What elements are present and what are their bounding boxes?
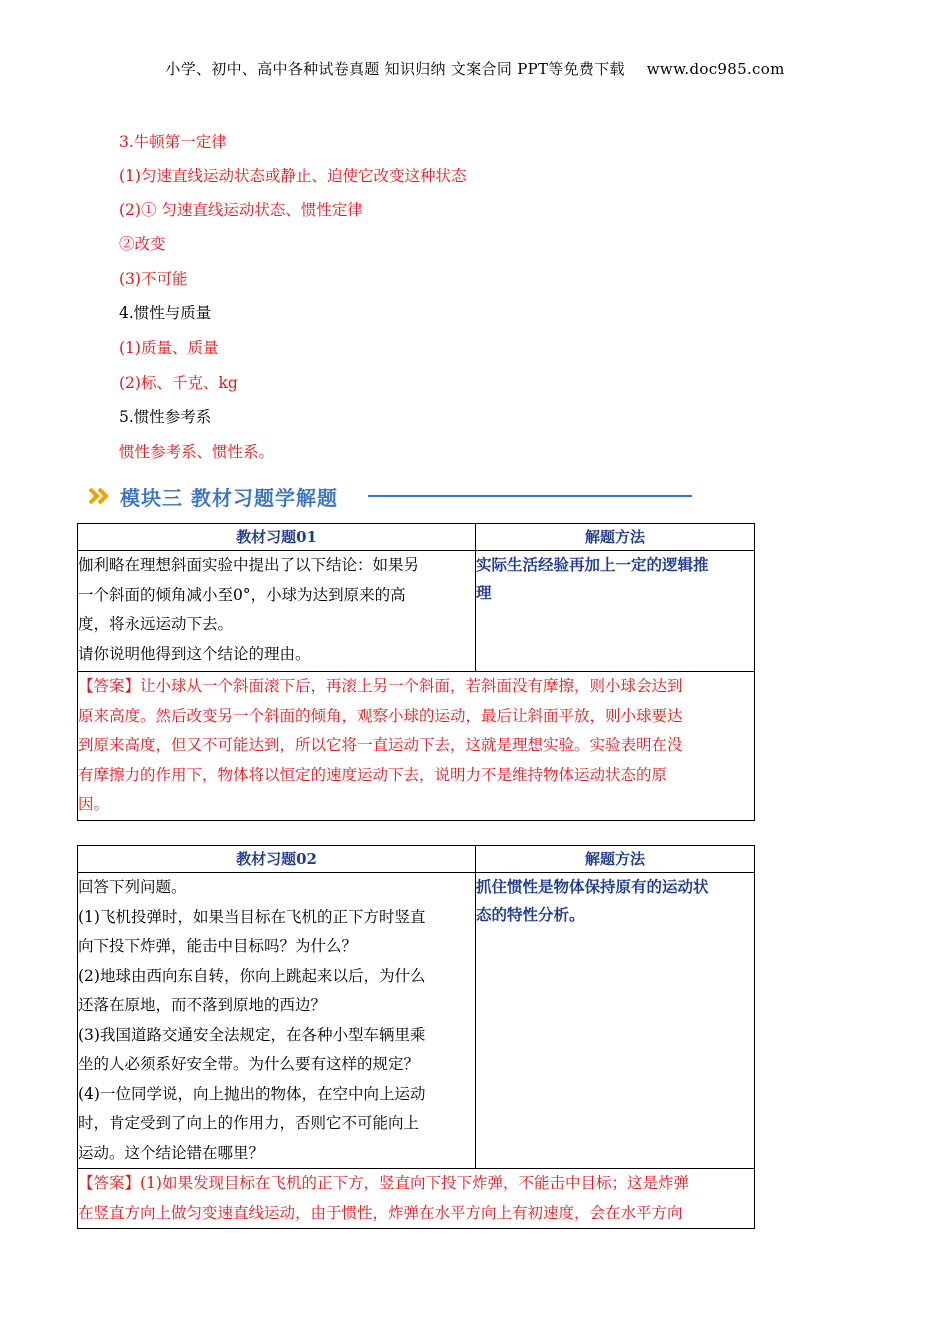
question-line: 一个斜面的倾角减小至0°，小球为达到原来的高: [78, 585, 406, 604]
method-title: 解题方法: [476, 524, 755, 551]
answer-tag: 【答案】: [78, 677, 141, 695]
answer-line: 让小球从一个斜面滚下后，再滚上另一个斜面，若斜面没有摩擦，则小球会达到: [140, 677, 683, 695]
question-line: 请你说明他得到这个结论的理由。: [78, 644, 311, 663]
method-line: 抓住惯性是物体保持原有的运动状: [476, 877, 709, 896]
exercise-title: 教材习题01: [78, 524, 476, 551]
note-line: ②改变: [119, 235, 166, 253]
answer-tag: 【答案】: [78, 1174, 141, 1192]
double-chevron-icon: [88, 485, 116, 507]
note-line: (3)不可能: [119, 270, 188, 288]
exercise-title: 教材习题02: [78, 846, 476, 873]
question-line: (2)地球由西向东自转，你向上跳起来以后，为什么: [78, 966, 426, 985]
note-heading: 5.惯性参考系: [119, 408, 212, 426]
answer-cell: [78, 1169, 755, 1229]
note-line: (1)质量、质量: [119, 339, 219, 357]
note-line: 惯性参考系、惯性系。: [119, 443, 275, 461]
answer-cell: [78, 672, 755, 821]
module-title: 模块三 教材习题学解题: [120, 486, 338, 510]
header-site-link[interactable]: www.doc985.com: [646, 60, 785, 78]
method-cell: [476, 551, 755, 672]
question-line: 度，将永远运动下去。: [78, 615, 234, 633]
method-cell: [476, 873, 755, 1169]
answer-line: 原来高度。然后改变另一个斜面的倾角，观察小球的运动，最后让斜面平放，则小球要达: [78, 706, 683, 725]
question-line: 回答下列问题。: [78, 878, 187, 896]
answer-line: 有摩擦力的作用下，物体将以恒定的速度运动下去，说明力不是维持物体运动状态的原: [78, 765, 668, 784]
note-line: (1)匀速直线运动状态或静止、迫使它改变这种状态: [119, 167, 467, 185]
question-cell: [78, 551, 476, 672]
question-line: 向下投下炸弹，能击中目标吗？为什么？: [78, 937, 358, 955]
question-cell: [78, 873, 476, 1169]
method-line: 实际生活经验再加上一定的逻辑推: [476, 555, 709, 574]
exercise-table-1: [77, 523, 755, 821]
question-line: 还落在原地，而不落到原地的西边？: [78, 996, 327, 1014]
question-line: 坐的人必须系好安全带。为什么要有这样的规定？: [78, 1055, 420, 1073]
answer-line: 到原来高度，但又不可能达到，所以它将一直运动下去，这就是理想实验。实验表明在没: [78, 736, 683, 754]
question-line: (1)飞机投弹时，如果当目标在飞机的正下方时竖直: [78, 907, 426, 926]
page-header: [0, 58, 950, 79]
answer-line: (1)如果发现目标在飞机的正下方，竖直向下投下炸弹，不能击中目标；这是炸弹: [140, 1174, 689, 1192]
note-line: 3.牛顿第一定律: [119, 133, 227, 151]
note-line: (2)标、千克、kg: [119, 374, 238, 392]
module-header: [88, 482, 708, 510]
question-line: (3)我国道路交通安全法规定，在各种小型车辆里乘: [78, 1025, 426, 1044]
note-line: (2)① 匀速直线运动状态、惯性定律: [119, 201, 363, 219]
question-line: 时，肯定受到了向上的作用力，否则它不可能向上: [78, 1114, 420, 1132]
question-line: 运动。这个结论错在哪里？: [78, 1143, 265, 1162]
method-title: 解题方法: [476, 846, 755, 873]
answer-line: 因。: [78, 795, 110, 813]
method-line: 理: [476, 583, 492, 602]
module-rule: [368, 495, 692, 497]
question-line: 伽利略在理想斜面实验中提出了以下结论：如果另: [78, 556, 420, 574]
exercise-table-2: [77, 845, 755, 1229]
method-line: 态的特性分析。: [476, 905, 585, 924]
note-heading: 4.惯性与质量: [119, 304, 212, 322]
header-text: 小学、初中、高中各种试卷真题 知识归纳 文案合同 PPT等免费下载: [165, 60, 625, 78]
question-line: (4)一位同学说，向上抛出的物体，在空中向上运动: [78, 1084, 426, 1103]
answer-line: 在竖直方向上做匀变速直线运动，由于惯性，炸弹在水平方向上有初速度，会在水平方向: [78, 1203, 683, 1222]
